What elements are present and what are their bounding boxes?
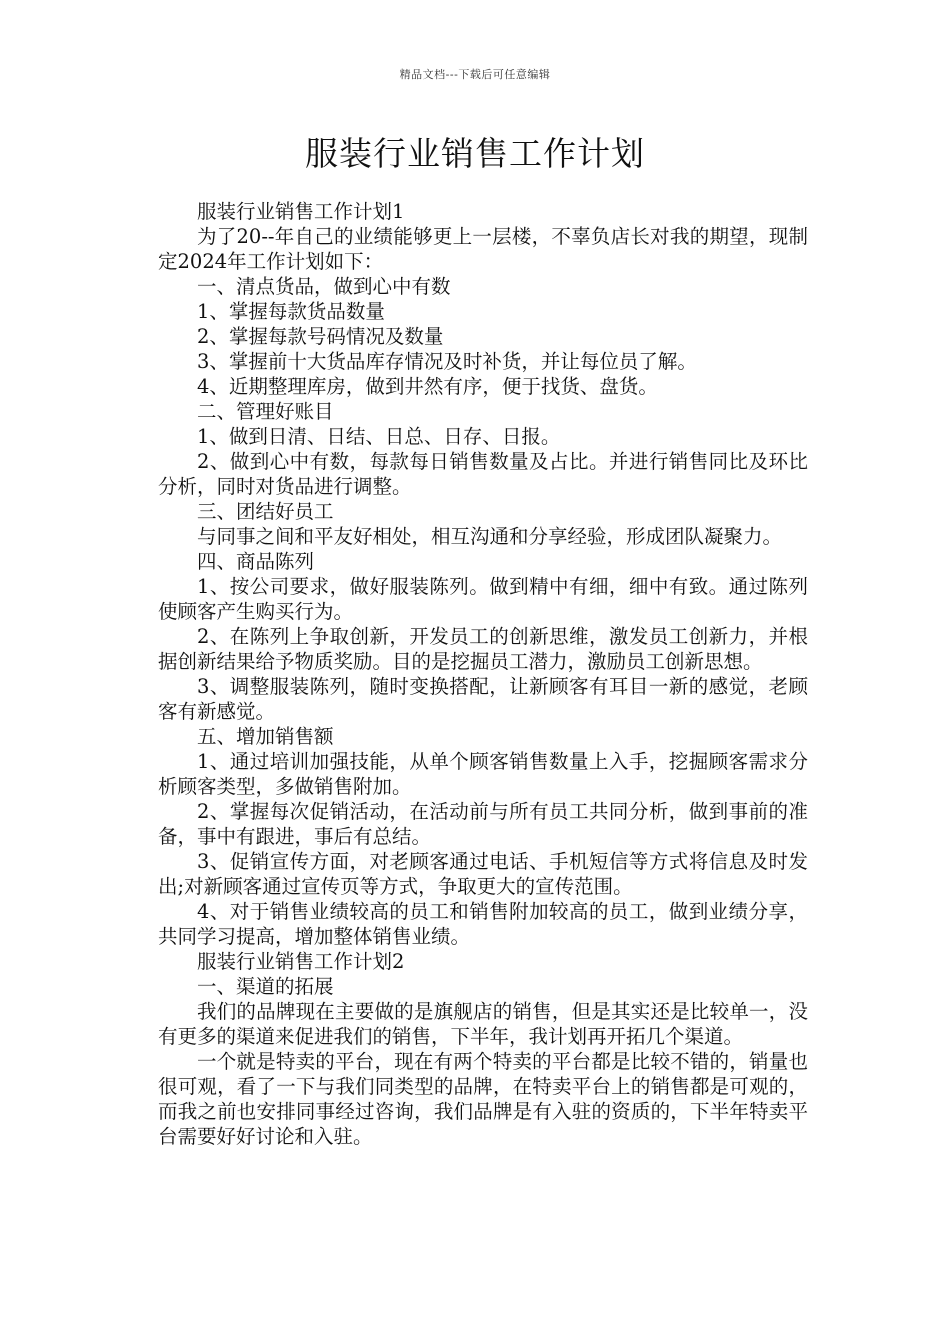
- list-item: 2、在陈列上争取创新，开发员工的创新思维，激发员工创新力，并根据创新结果给予物质奖励。目的是挖掘员工潜力，激励员工创新思想。: [158, 625, 808, 673]
- paragraph: 一个就是特卖的平台，现在有两个特卖的平台都是比较不错的，销量也很可观，看了一下与我们同类型的品牌，在特卖平台上的销售都是可观的，而我之前也安排同事经过咨询，我们品牌是有入驻的资质的，下半年特卖平台需要好好讨论和入驻。: [158, 1050, 808, 1148]
- list-item: 4、近期整理库房，做到井然有序，便于找货、盘货。: [197, 375, 658, 398]
- section-heading-2: 二、管理好账目: [197, 400, 334, 423]
- section-heading-channel: 一、渠道的拓展: [197, 975, 334, 998]
- list-item: 2、掌握每款号码情况及数量: [197, 325, 444, 348]
- section-heading-5: 五、增加销售额: [197, 725, 334, 748]
- paragraph-plan-2-heading: 服装行业销售工作计划2: [197, 950, 405, 973]
- paragraph: 我们的品牌现在主要做的是旗舰店的销售，但是其实还是比较单一，没有更多的渠道来促进我们的销售，下半年，我计划再开拓几个渠道。: [158, 1000, 808, 1048]
- section-heading-1: 一、清点货品，做到心中有数: [197, 275, 451, 298]
- list-item: 3、促销宣传方面，对老顾客通过电话、手机短信等方式将信息及时发出;对新顾客通过宣传页等方式，争取更大的宣传范围。: [158, 850, 808, 898]
- paragraph: 与同事之间和平友好相处，相互沟通和分享经验，形成团队凝聚力。: [197, 525, 783, 548]
- section-heading-4: 四、商品陈列: [197, 550, 315, 573]
- list-item: 4、对于销售业绩较高的员工和销售附加较高的员工，做到业绩分享，共同学习提高，增加整体销售业绩。: [158, 900, 808, 948]
- page-title: 服装行业销售工作计划: [305, 134, 645, 173]
- list-item: 1、通过培训加强技能，从单个顾客销售数量上入手，挖掘顾客需求分析顾客类型，多做销售附加。: [158, 750, 808, 798]
- list-item: 2、掌握每次促销活动，在活动前与所有员工共同分析，做到事前的准备，事中有跟进，事后有总结。: [158, 800, 808, 848]
- list-item: 1、做到日清、日结、日总、日存、日报。: [197, 425, 561, 448]
- document-body: [158, 199, 808, 1149]
- list-item: 1、按公司要求，做好服装陈列。做到精中有细，细中有致。通过陈列使顾客产生购买行为。: [158, 575, 808, 623]
- header-note: 精品文档---下载后可任意编辑: [399, 68, 551, 81]
- list-item: 2、做到心中有数，每款每日销售数量及占比。并进行销售同比及环比分析，同时对货品进行调整。: [158, 450, 808, 498]
- list-item: 1、掌握每款货品数量: [197, 300, 385, 323]
- list-item: 3、调整服装陈列，随时变换搭配，让新顾客有耳目一新的感觉，老顾客有新感觉。: [158, 675, 808, 723]
- paragraph-plan-1-heading: 服装行业销售工作计划1: [197, 200, 405, 223]
- section-heading-3: 三、团结好员工: [197, 500, 334, 523]
- paragraph-intro: 为了20--年自己的业绩能够更上一层楼，不辜负店长对我的期望，现制定2024年工作计划如下：: [158, 225, 808, 273]
- list-item: 3、掌握前十大货品库存情况及时补货，并让每位员了解。: [197, 350, 697, 373]
